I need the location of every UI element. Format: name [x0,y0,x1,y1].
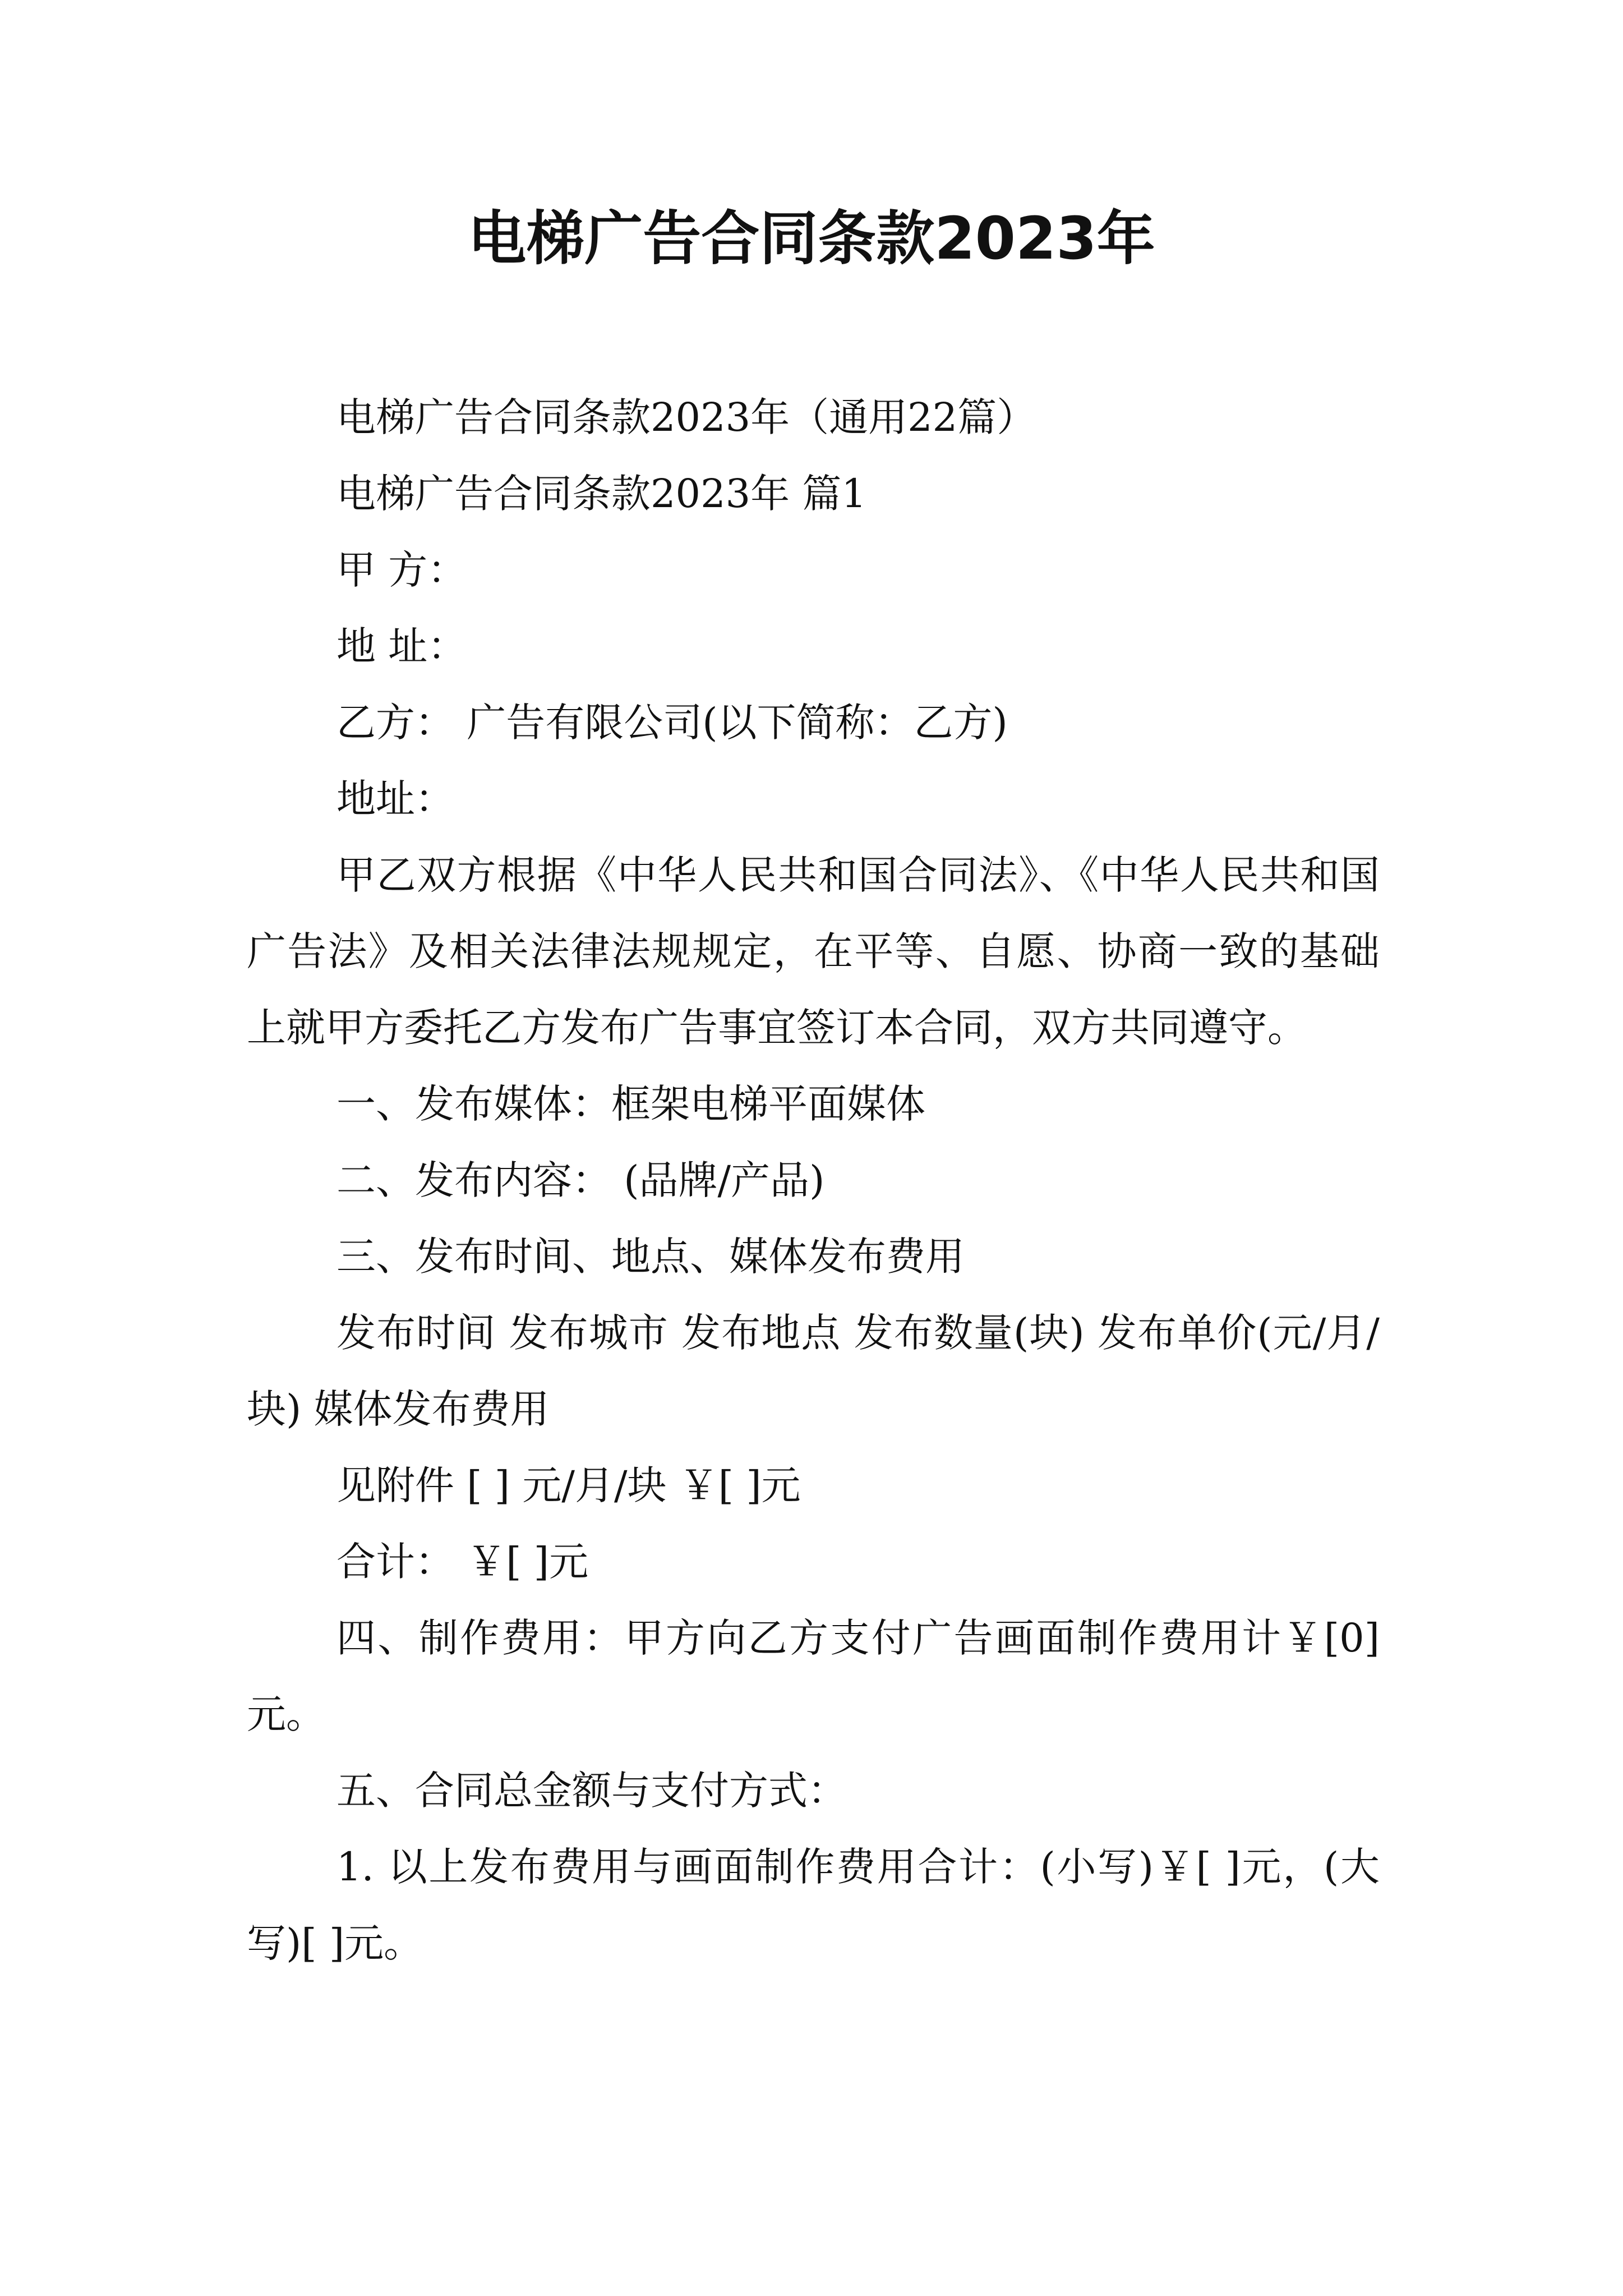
document-title: 电梯广告合同条款2023年 [468,204,1155,273]
subtitle-line: 电梯广告合同条款2023年（通用22篇） [336,394,1036,440]
section-heading: 电梯广告合同条款2023年 篇1 [336,471,866,517]
party-b-field: 乙方： 广告有限公司(以下简称：乙方) [336,700,1008,746]
party-b-address-field: 地址： [336,776,454,822]
party-a-field: 甲 方： [336,547,467,593]
clause-production-fee: 四、制作费用：甲方向乙方支付广告画面制作费用计￥[0]元。 [247,1615,1380,1737]
preamble-paragraph: 甲乙双方根据《中华人民共和国合同法》、《中华人民共和国广告法》及相关法律法规规定，在平等、自愿、协商一致的基础上就甲方委托乙方发布广告事宜签订本合同，双方共同遵守。 [247,852,1380,1051]
schedule-row: 见附件 [ ] 元/月/块 ￥[ ]元 [336,1462,801,1508]
total-line: 合计： ￥[ ]元 [336,1539,589,1585]
document-body [247,379,1380,1981]
schedule-table-header: 发布时间 发布城市 发布地点 发布数量(块) 发布单价(元/月/块) 媒体发布费用 [247,1310,1380,1432]
clause-schedule: 三、发布时间、地点、媒体发布费用 [336,1234,965,1280]
party-a-address-field: 地 址： [336,623,467,669]
clause-payment: 五、合同总金额与支付方式： [336,1768,847,1814]
payment-item-1: 1. 以上发布费用与画面制作费用合计：(小写)￥[ ]元，(大写)[ ]元。 [247,1844,1380,1966]
clause-media: 一、发布媒体：框架电梯平面媒体 [336,1081,925,1127]
clause-content: 二、发布内容： (品牌/产品) [336,1157,825,1203]
